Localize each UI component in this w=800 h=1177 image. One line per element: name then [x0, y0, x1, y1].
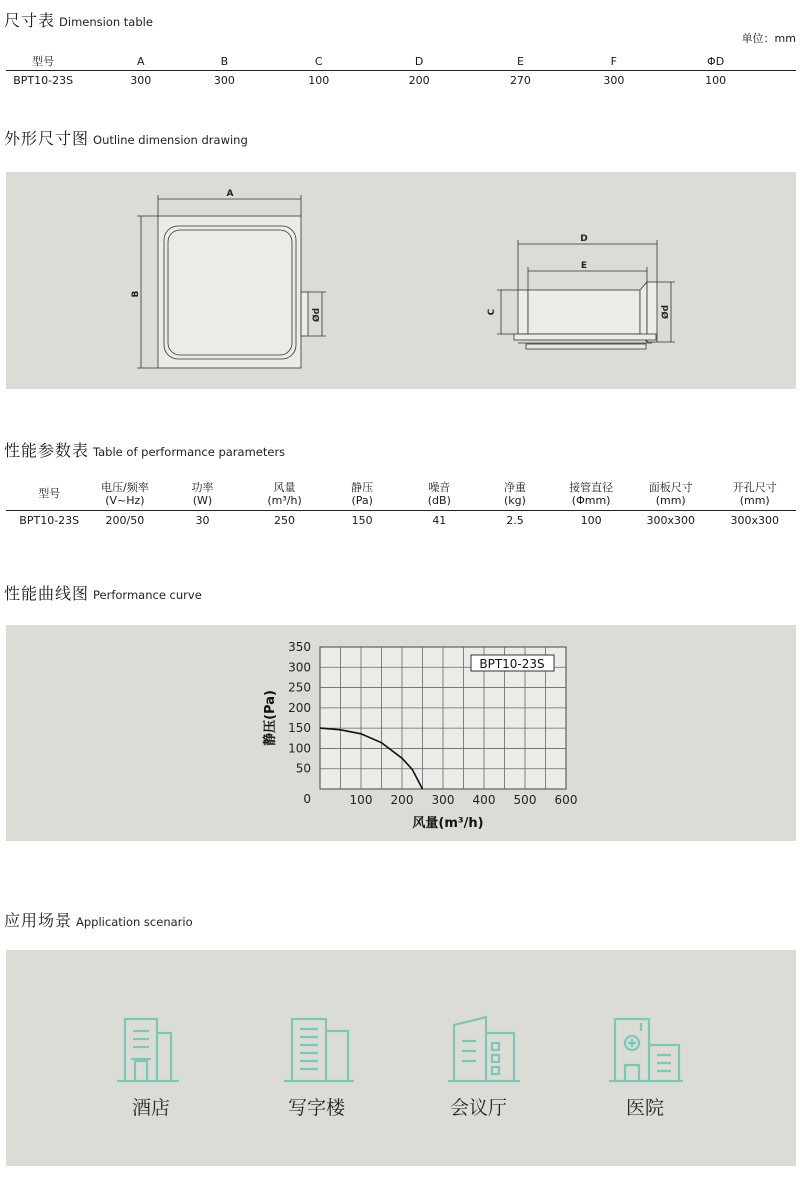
y-tick-label: 150	[288, 721, 311, 736]
side-duct-stub	[647, 282, 657, 342]
header-line2: (mm)	[655, 493, 686, 507]
scenario-label-conference: 会议厅	[450, 1097, 508, 1119]
side-box-flare	[640, 282, 647, 342]
outline-drawing-panel	[6, 172, 796, 389]
header-line2: (W)	[192, 493, 213, 507]
header-line2: (mm)	[739, 493, 770, 507]
y-tick-label: 350	[288, 640, 311, 654]
performance-chart	[6, 625, 796, 841]
y-tick-label: 200	[288, 700, 311, 715]
x-tick-label: 500	[513, 793, 537, 807]
header-d: D	[414, 54, 424, 68]
hospital-icon	[603, 1015, 693, 1087]
header-model	[6, 487, 92, 500]
cell-model: BPT10-23S	[19, 514, 80, 527]
header-line1: 接管直径	[569, 480, 614, 494]
cell-phi-d: 100	[705, 74, 727, 87]
header-line2: (dB)	[427, 493, 451, 507]
header-line2: (Φmm)	[571, 493, 611, 507]
header-model: 型号	[32, 55, 55, 68]
side-panel-face	[514, 334, 656, 340]
section-title-outline	[4, 126, 248, 149]
y-tick-label: 0	[303, 792, 311, 806]
cell-panel-size: 300x300	[646, 514, 695, 527]
header-airflow	[248, 481, 322, 507]
cell-c: 100	[308, 74, 330, 87]
section-title-dimension	[4, 8, 153, 31]
section-title-en: Application scenario	[76, 915, 193, 929]
header-duct-diameter	[554, 481, 628, 507]
header-line1: 电压/频率	[101, 480, 149, 494]
header-static-pressure	[321, 481, 403, 507]
section-title-cn: 性能参数表	[4, 441, 90, 460]
header-line1: 面板尺寸	[648, 480, 693, 494]
cell-weight: 2.5	[506, 514, 524, 527]
legend-label: BPT10-23S	[479, 657, 545, 671]
cell-duct-diameter: 100	[580, 514, 602, 527]
label-d: D	[580, 234, 588, 244]
header-line1: 型号	[38, 487, 61, 500]
y-axis-label: 静压(Pa)	[263, 690, 278, 746]
section-title-en: Performance curve	[93, 588, 202, 602]
header-line1: 开孔尺寸	[732, 480, 777, 494]
section-title-en: Table of performance parameters	[93, 445, 286, 459]
header-phi-d: ΦD	[707, 54, 725, 68]
header-line2: (kg)	[504, 493, 526, 507]
x-axis-label: 风量(m³/h)	[412, 816, 484, 831]
header-line1: 功率	[191, 480, 214, 494]
header-e: E	[516, 54, 524, 68]
y-tick-label: 300	[288, 660, 311, 675]
header-line2: (V~Hz)	[105, 493, 145, 507]
cell-airflow: 250	[274, 514, 296, 527]
scenario-label-hotel: 酒店	[132, 1097, 171, 1119]
side-box-left	[518, 290, 528, 334]
header-line1: 噪音	[428, 480, 451, 494]
cell-a: 300	[130, 74, 152, 87]
cell-static-pressure: 150	[351, 514, 373, 527]
section-title-cn: 尺寸表	[4, 11, 56, 30]
header-b: B	[220, 54, 229, 68]
conference-hall-icon	[442, 1015, 532, 1087]
y-tick-label: 100	[288, 741, 311, 756]
side-box-body	[528, 290, 640, 334]
cell-model: BPT10-23S	[13, 74, 74, 87]
performance-curve-panel	[6, 625, 796, 841]
section-title-curve	[4, 581, 202, 604]
header-panel-size	[628, 481, 713, 507]
dimension-header-row	[6, 52, 796, 71]
y-tick-label: 50	[295, 761, 311, 776]
header-voltage	[92, 481, 157, 507]
section-title-performance	[4, 438, 285, 461]
header-f: F	[610, 54, 617, 68]
section-title-application	[4, 908, 193, 931]
cell-d: 200	[408, 74, 430, 87]
header-weight	[476, 481, 555, 507]
label-b: B	[131, 290, 141, 298]
header-line1: 风量	[273, 480, 296, 494]
cell-e: 270	[509, 74, 531, 87]
section-title-cn: 外形尺寸图	[4, 129, 90, 148]
section-title-en: Dimension table	[59, 15, 153, 29]
header-noise	[403, 481, 476, 507]
label-a: A	[226, 189, 234, 199]
x-tick-label: 400	[472, 793, 496, 807]
cell-f: 300	[603, 74, 625, 87]
section-title-cn: 应用场景	[4, 911, 73, 930]
x-tick-label: 600	[554, 793, 578, 807]
scenario-label-office: 写字楼	[288, 1097, 346, 1119]
cell-power: 30	[195, 514, 210, 527]
front-duct-stub	[301, 292, 308, 336]
performance-table	[6, 477, 796, 530]
header-line1: 静压	[351, 480, 374, 494]
section-title-cn: 性能曲线图	[4, 584, 90, 603]
scenario-label-hospital: 医院	[626, 1097, 665, 1119]
cell-voltage: 200/50	[105, 514, 145, 527]
header-a: A	[137, 54, 145, 68]
table-row	[6, 511, 796, 530]
label-c: C	[487, 308, 497, 316]
label-phi-d-side: Ød	[661, 304, 671, 320]
y-tick-label: 250	[288, 680, 311, 695]
hotel-icon	[109, 1015, 199, 1087]
x-tick-label: 300	[431, 793, 455, 807]
dimension-table	[6, 52, 796, 90]
x-tick-label: 100	[349, 793, 373, 807]
unit-label: 单位：mm	[741, 32, 796, 45]
cell-b: 300	[213, 74, 235, 87]
office-building-icon	[276, 1015, 366, 1087]
performance-header-row	[6, 477, 796, 511]
table-row	[6, 71, 796, 90]
section-title-en: Outline dimension drawing	[93, 133, 248, 147]
front-panel-outer	[158, 216, 301, 368]
header-line2: (m³/h)	[267, 493, 302, 507]
cell-cutout-size: 300x300	[730, 514, 779, 527]
header-line2: (Pa)	[351, 493, 373, 507]
header-line1: 净重	[503, 480, 526, 494]
outline-drawing	[6, 172, 796, 389]
label-phi-d-front: Ød	[312, 307, 322, 323]
label-e: E	[580, 261, 588, 271]
cell-noise: 41	[432, 514, 447, 527]
header-c: C	[314, 54, 323, 68]
side-panel-grille	[526, 344, 646, 349]
header-power	[157, 481, 247, 507]
header-cutout-size	[713, 481, 796, 507]
x-tick-label: 200	[390, 793, 414, 807]
